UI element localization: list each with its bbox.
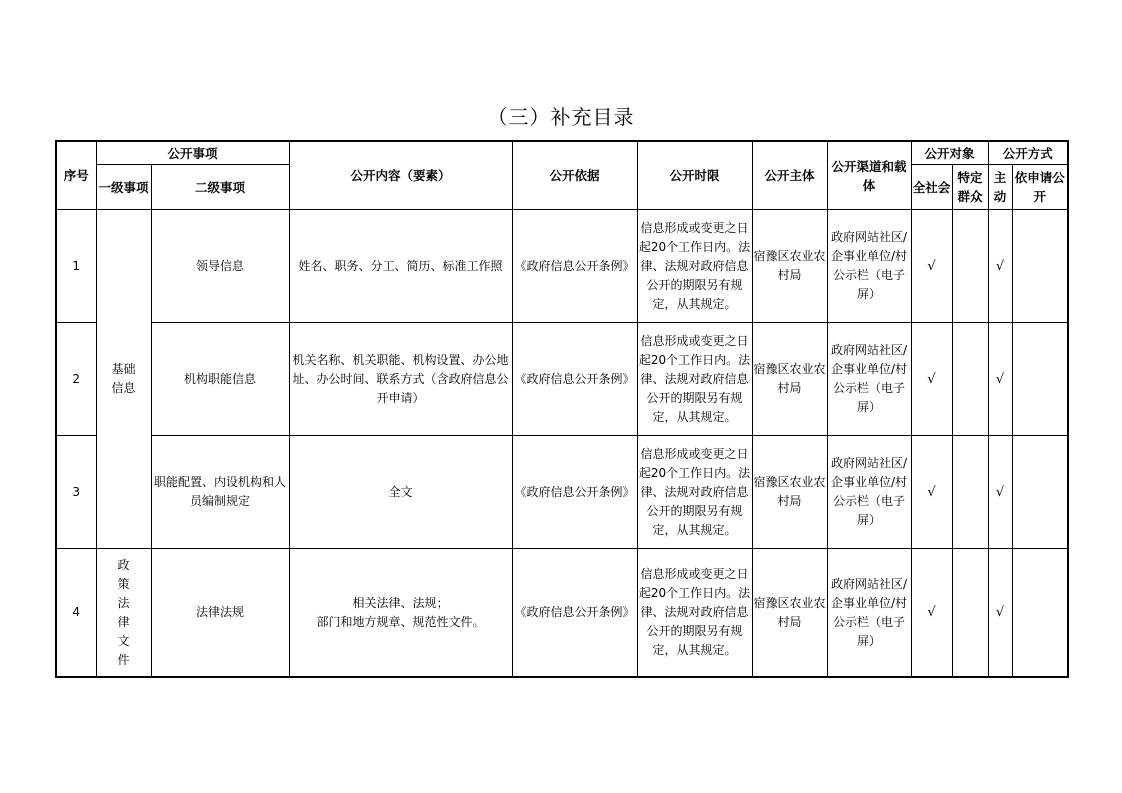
header-on-request: 依申请公开 xyxy=(1012,165,1068,210)
row-level2: 职能配置、内设机构和人员编制规定 xyxy=(151,436,289,549)
header-audience: 公开对象 xyxy=(911,141,988,165)
header-content: 公开内容（要素） xyxy=(289,141,512,210)
table-row xyxy=(56,210,1068,323)
row-on-request xyxy=(1012,436,1068,549)
row-content: 全文 xyxy=(289,436,512,549)
row-subject: 宿豫区农业农村局 xyxy=(752,549,827,678)
group-label: 基础信息 xyxy=(96,210,151,549)
group-label: 政策法律文件 xyxy=(96,549,151,678)
row-level2: 领导信息 xyxy=(151,210,289,323)
row-level2: 机构职能信息 xyxy=(151,323,289,436)
row-on-request xyxy=(1012,549,1068,678)
header-level2: 二级事项 xyxy=(151,165,289,210)
row-channel: 政府网站社区/企事业单位/村公示栏（电子屏） xyxy=(827,210,911,323)
row-active: √ xyxy=(988,323,1012,436)
row-time-limit: 信息形成或变更之日起20个工作日内。法律、法规对政府信息公开的期限另有规定，从其规定。 xyxy=(637,210,752,323)
row-on-request xyxy=(1012,210,1068,323)
row-seq: 3 xyxy=(56,436,96,549)
row-subject: 宿豫区农业农村局 xyxy=(752,323,827,436)
catalog-table xyxy=(55,140,1069,678)
page-title: （三）补充目录 xyxy=(487,105,635,129)
row-all-society: √ xyxy=(911,436,952,549)
header-all-society: 全社会 xyxy=(911,165,952,210)
row-seq: 4 xyxy=(56,549,96,678)
row-basis: 《政府信息公开条例》 xyxy=(512,436,637,549)
header-method: 公开方式 xyxy=(988,141,1068,165)
row-content: 机关名称、机关职能、机构设置、办公地址、办公时间、联系方式（含政府信息公开申请） xyxy=(289,323,512,436)
row-specific-group xyxy=(952,549,988,678)
row-channel: 政府网站社区/企事业单位/村公示栏（电子屏） xyxy=(827,323,911,436)
row-level2: 法律法规 xyxy=(151,549,289,678)
row-all-society: √ xyxy=(911,210,952,323)
row-all-society: √ xyxy=(911,323,952,436)
table-row xyxy=(56,436,1068,549)
row-active: √ xyxy=(988,436,1012,549)
row-specific-group xyxy=(952,210,988,323)
row-basis: 《政府信息公开条例》 xyxy=(512,210,637,323)
row-channel: 政府网站社区/企事业单位/村公示栏（电子屏） xyxy=(827,549,911,678)
row-active: √ xyxy=(988,549,1012,678)
table-row xyxy=(56,549,1068,678)
row-subject: 宿豫区农业农村局 xyxy=(752,210,827,323)
header-basis: 公开依据 xyxy=(512,141,637,210)
table-row xyxy=(56,323,1068,436)
row-content: 相关法律、法规； 部门和地方规章、规范性文件。 xyxy=(289,549,512,678)
row-specific-group xyxy=(952,436,988,549)
row-time-limit: 信息形成或变更之日起20个工作日内。法律、法规对政府信息公开的期限另有规定，从其规定。 xyxy=(637,323,752,436)
header-time-limit: 公开时限 xyxy=(637,141,752,210)
row-active: √ xyxy=(988,210,1012,323)
row-seq: 1 xyxy=(56,210,96,323)
header-specific-group: 特定群众 xyxy=(952,165,988,210)
row-basis: 《政府信息公开条例》 xyxy=(512,323,637,436)
header-seq: 序号 xyxy=(56,141,96,210)
row-subject: 宿豫区农业农村局 xyxy=(752,436,827,549)
row-time-limit: 信息形成或变更之日起20个工作日内。法律、法规对政府信息公开的期限另有规定，从其规定。 xyxy=(637,549,752,678)
row-time-limit: 信息形成或变更之日起20个工作日内。法律、法规对政府信息公开的期限另有规定，从其规定。 xyxy=(637,436,752,549)
row-seq: 2 xyxy=(56,323,96,436)
row-all-society: √ xyxy=(911,549,952,678)
header-channel: 公开渠道和载体 xyxy=(827,141,911,210)
row-channel: 政府网站社区/企事业单位/村公示栏（电子屏） xyxy=(827,436,911,549)
header-subject: 公开主体 xyxy=(752,141,827,210)
header-items: 公开事项 xyxy=(96,141,289,165)
row-specific-group xyxy=(952,323,988,436)
header-level1: 一级事项 xyxy=(96,165,151,210)
row-on-request xyxy=(1012,323,1068,436)
row-basis: 《政府信息公开条例》 xyxy=(512,549,637,678)
row-content: 姓名、职务、分工、简历、标准工作照 xyxy=(289,210,512,323)
header-active: 主动 xyxy=(988,165,1012,210)
